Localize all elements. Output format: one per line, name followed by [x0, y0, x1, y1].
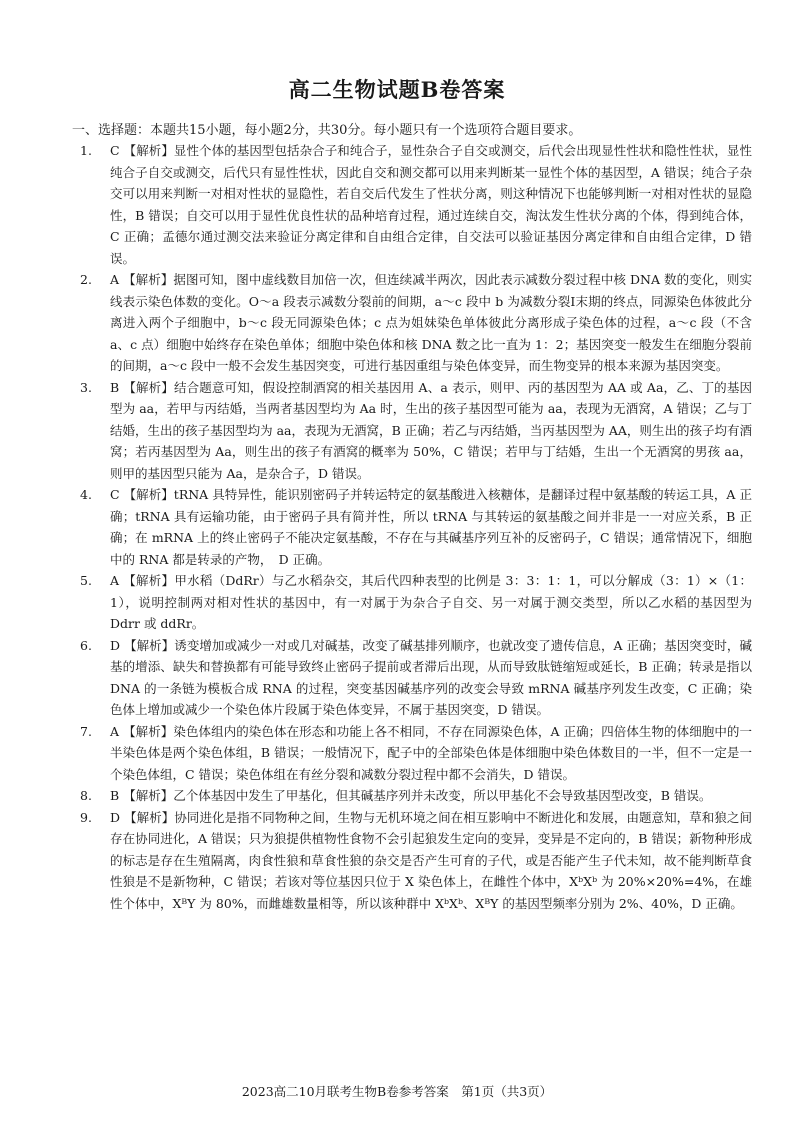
question-number: 4.	[80, 487, 92, 502]
question-item	[72, 721, 752, 786]
question-item	[72, 484, 752, 570]
question-item	[72, 807, 752, 915]
answer-letter: D	[110, 637, 121, 653]
page-footer: 2023高二10月联考生物B卷参考答案 第1页（共3页）	[241, 1084, 553, 1099]
question-number: 7.	[80, 723, 92, 739]
analysis-tag: 【解析】	[123, 487, 174, 502]
question-item	[72, 269, 752, 377]
answer-letter: B	[110, 788, 120, 803]
question-item	[72, 570, 752, 635]
analysis-text: 乙个体基因中发生了甲基化，但其碱基序列并未改变，所以甲基化不会导致基因型改变，B 错误。	[173, 788, 712, 803]
analysis-text: 甲水稻（DdRr）与乙水稻杂交，其后代四种表型的比例是 3：3：1：1，可以分解成（3：1）×（1：1），说明控制两对相对性状的基因中，有一对属于为杂合子自交、另一对属于测交类型，所以乙水稻的基因型为 Ddrr 或 ddRr。	[110, 573, 752, 631]
question-number: 1.	[80, 143, 92, 158]
question-item	[72, 140, 752, 269]
page-title: 高二生物试题B卷答案	[288, 77, 506, 102]
analysis-text: 协同进化是指不同物种之间，生物与无机环境之间在相互影响中不断进化和发展，由题意知，草和狼之间存在协同进化，A 错误；只为狼提供植物性食物不会引起狼发生定向的变异，变异是不定向的，B 错误；新物种形成的标志是存在生殖隔离，肉食性狼和草食性狼的杂交是否产生可育的子代，或是否能产生子代未知，故不能判断草食性狼是不是新物种，C 错误；若该对等位基因只位于 X 染色体上，在雌性个体中，XᵇXᵇ 为 20%×20%=4%，在雄性个体中，XᴮY 为 80%，而雌雄数量相等，所以该种群中 XᵇXᵇ、XᴮY 的基因型频率分别为 2%、40%，D 正确。	[110, 809, 752, 911]
analysis-text: 结合题意可知，假设控制酒窝的相关基因用 A、a 表示，则甲、丙的基因型为 AA 或 Aa，乙、丁的基因型为 aa，若甲与丙结婚，当两者基因型均为 Aa 时，生出的孩子基因型可能为 aa，表现为无酒窝，A 错误；乙与丁结婚，生出的孩子基因型均为 aa，表现为无酒窝，B 正确；若乙与丙结婚，当丙基因型为 AA，则生出的孩子均有酒窝；若丙基因型为 Aa，则生出的孩子有酒窝的概率为 50%，C 错误；若甲与丁结婚，生出一个无酒窝的男孩 aa，则甲的基因型只能为 Aa，是杂合子，D 错误。	[110, 379, 752, 481]
question-number: 2.	[80, 272, 92, 287]
answer-letter: B	[110, 379, 120, 395]
analysis-text: 诱变增加或减少一对或几对碱基，改变了碱基排列顺序，也就改变了遗传信息，A 正确；基因突变时，碱基的增添、缺失和替换都有可能导致终止密码子提前或者滞后出现，从而导致肽链缩短或延长，B 正确；转录是指以 DNA 的一条链为模板合成 RNA 的过程，突变基因碱基序列的改变会导致 mRNA 碱基序列发生改变，C 正确；染色体上增加或减少一个染色体片段属于染色体变异，不属于基因突变，D 错误。	[110, 637, 752, 717]
analysis-tag: 【解析】	[123, 573, 175, 588]
question-number: 5.	[80, 573, 92, 588]
section-header: 一、选择题：本题共15小题，每小题2分，共30分。每小题只有一个选项符合题目要求。	[72, 123, 582, 138]
question-number: 8.	[80, 788, 92, 803]
analysis-tag: 【解析】	[123, 143, 174, 158]
analysis-text: 染色体组内的染色体在形态和功能上各不相同，不存在同源染色体，A 正确；四倍体生物的体细胞中的一半染色体是两个染色体组，B 错误；一般情况下，配子中的全部染色体是体细胞中染色体数目的一半，但不一定是一个染色体组，C 错误；染色体组在有丝分裂和减数分裂过程中都不会消失，D 错误。	[110, 723, 752, 782]
analysis-tag: 【解析】	[123, 723, 174, 739]
answer-letter: A	[110, 272, 120, 287]
analysis-tag: 【解析】	[123, 788, 174, 803]
answer-letter: C	[110, 487, 120, 502]
answer-letter: C	[110, 143, 120, 158]
question-list	[72, 140, 752, 914]
answer-letter: A	[110, 723, 120, 739]
question-item	[72, 785, 752, 807]
question-item	[72, 377, 752, 485]
analysis-tag: 【解析】	[124, 637, 175, 653]
question-number: 3.	[80, 379, 92, 395]
analysis-text: tRNA 具特异性，能识别密码子并转运特定的氨基酸进入核糖体，是翻译过程中氨基酸的转运工具，A 正确；tRNA 具有运输功能，由于密码子具有简并性，所以 tRNA 与其转运的氨基酸之间并非是一一对应关系，B 正确；在 mRNA 上的终止密码子不能决定氨基酸，不存在与其碱基序列互补的反密码子，C 错误；通常情况下，细胞中的 RNA 都是转录的产物， D 正确。	[110, 487, 752, 567]
question-item	[72, 635, 752, 721]
question-number: 9.	[80, 809, 92, 825]
question-number: 6.	[80, 637, 92, 653]
analysis-text: 显性个体的基因型包括杂合子和纯合子，显性杂合子自交或测交，后代会出现显性性状和隐性性状，显性纯合子自交或测交，后代只有显性性状，因此自交和测交都可以用来判断某一显性个体的基因型，A 错误；纯合子杂交可以用来判断一对相对性状的显隐性，若自交后代发生了性状分离，则这种情况下也能够判断一对相对性状的显隐性，B 错误；自交可以用于显性优良性状的品种培育过程，通过连续自交，淘汰发生性状分离的个体，得到纯合体，C 正确；孟德尔通过测交法来验证分离定律和自由组合定律，自交法可以验证基因分离定律和自由组合定律，D 错误。	[110, 143, 752, 266]
answer-letter: D	[110, 809, 121, 825]
analysis-tag: 【解析】	[123, 379, 174, 395]
analysis-text: 据图可知，图中虚线数目加倍一次，但连续减半两次，因此表示减数分裂过程中核 DNA 数的变化，则实线表示染色体数的变化。O～a 段表示减数分裂前的间期，a～c 段中 b 为减数分裂Ⅰ末期的终点，同源染色体彼此分离进入两个子细胞中，b～c 段无同源染色体；c 点为姐妹染色单体彼此分离形成子染色体的过程，a～c 段（不含 a、c 点）细胞中始终存在染色单体；细胞中染色体和核 DNA 数之比一直为 1：2；基因突变一般发生在细胞分裂前的间期，a～c 段中一般不会发生基因突变，可进行基因重组与染色体变异，而生物变异的根本来源为基因突变。	[110, 272, 752, 373]
analysis-tag: 【解析】	[123, 272, 174, 287]
analysis-tag: 【解析】	[124, 809, 175, 825]
answer-letter: A	[110, 573, 120, 588]
